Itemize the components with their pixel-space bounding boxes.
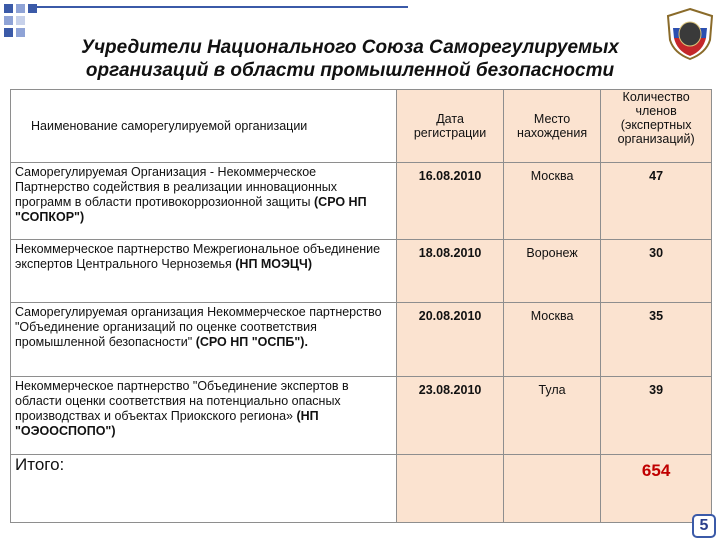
org-name-cell bbox=[11, 377, 397, 455]
location: Москва bbox=[503, 303, 600, 377]
title-line-1: Учредители Национального Союза Саморегулируемых bbox=[81, 37, 619, 58]
reg-date: 18.08.2010 bbox=[397, 240, 504, 303]
org-name: Саморегулируемая организация Некоммерческое партнерство "Объединение организаций по оценке соответствия промышленной безопасности" bbox=[15, 305, 382, 349]
total-empty-date bbox=[397, 455, 504, 523]
shield-emblem-icon bbox=[662, 6, 718, 62]
member-count: 39 bbox=[601, 377, 712, 455]
table-row bbox=[11, 377, 712, 455]
table-row bbox=[11, 303, 712, 377]
org-name: Некоммерческое партнерство "Объединение экспертов в области оценки соответствия на потенциально опасных производствах и объектах Приокского региона» bbox=[15, 379, 349, 423]
slide-title bbox=[30, 36, 670, 82]
total-value: 654 bbox=[601, 455, 712, 523]
member-count: 30 bbox=[601, 240, 712, 303]
total-empty-place bbox=[503, 455, 600, 523]
table-row bbox=[11, 240, 712, 303]
reg-date: 23.08.2010 bbox=[397, 377, 504, 455]
table-row bbox=[11, 163, 712, 240]
member-count: 47 bbox=[601, 163, 712, 240]
header-count: Количество членов (экспертных организаций) bbox=[601, 90, 712, 163]
org-short-name: (СРО НП "СОПКОР") bbox=[15, 195, 367, 224]
org-short-name: (НП МОЭЦЧ) bbox=[235, 257, 313, 271]
reg-date: 20.08.2010 bbox=[397, 303, 504, 377]
org-short-name: (НП "ОЭООСПОПО") bbox=[15, 409, 319, 438]
location: Москва bbox=[503, 163, 600, 240]
org-name: Некоммерческое партнерство Межрегиональное объединение экспертов Центрального Черноземья bbox=[15, 242, 381, 271]
org-name-cell bbox=[11, 303, 397, 377]
member-count: 35 bbox=[601, 303, 712, 377]
org-name-cell bbox=[11, 163, 397, 240]
total-row bbox=[11, 455, 712, 523]
header-rule bbox=[36, 6, 408, 8]
page-number: 5 bbox=[692, 514, 716, 538]
reg-date: 16.08.2010 bbox=[397, 163, 504, 240]
header-date: Дата регистрации bbox=[397, 90, 504, 163]
table-header-row bbox=[11, 90, 712, 163]
title-line-2: организаций в области промышленной безопасности bbox=[85, 60, 615, 81]
org-short-name: (СРО НП "ОСПБ"). bbox=[195, 335, 308, 349]
org-name: Саморегулируемая Организация - Некоммерческое Партнерство содействия в реализации инновационных программ в области противокоррозионной защиты bbox=[15, 165, 338, 209]
location: Тула bbox=[503, 377, 600, 455]
header-place: Место нахождения bbox=[503, 90, 600, 163]
location: Воронеж bbox=[503, 240, 600, 303]
header-name: Наименование саморегулируемой организации bbox=[11, 90, 397, 163]
org-name-cell bbox=[11, 240, 397, 303]
organizations-table bbox=[10, 89, 712, 523]
total-label: Итого: bbox=[11, 455, 397, 523]
